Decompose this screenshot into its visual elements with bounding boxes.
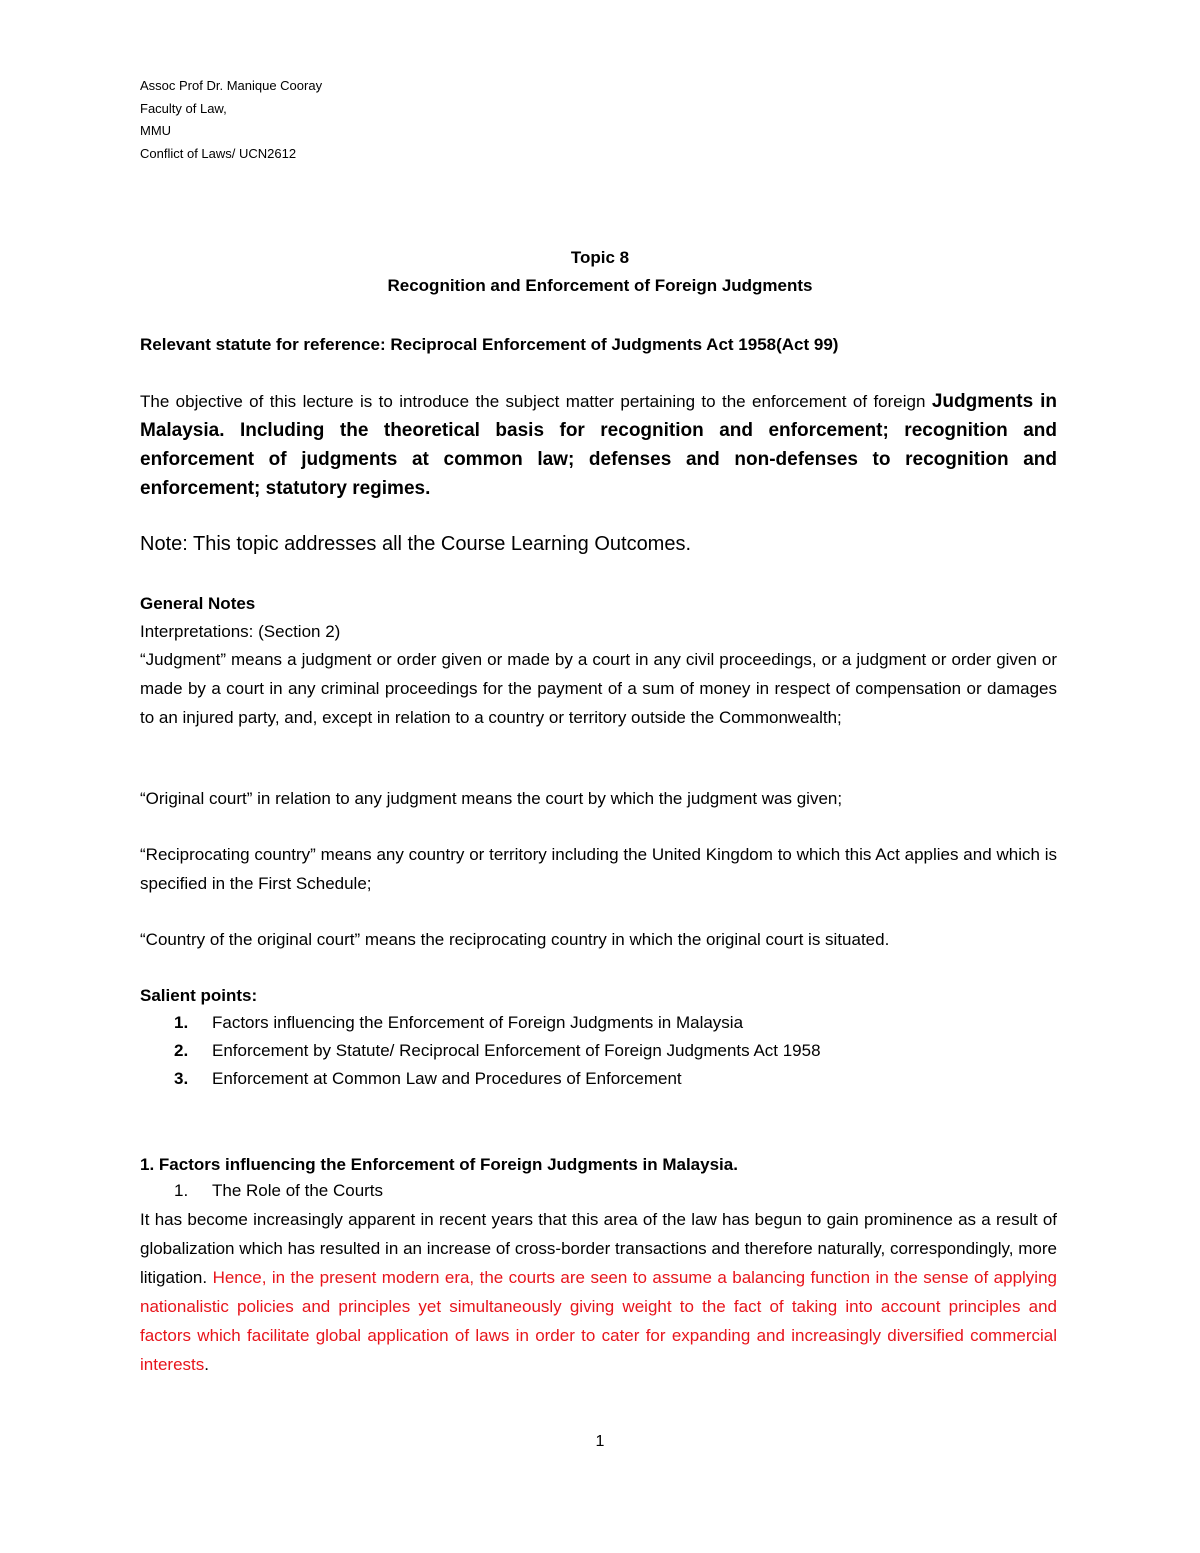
subheading-number: 1. [174,1181,189,1200]
salient-item-text: Enforcement by Statute/ Reciprocal Enforcement of Foreign Judgments Act 1958 [212,1041,821,1060]
topic-title: Recognition and Enforcement of Foreign Judgments [387,276,813,295]
definition-reciprocating-country: “Reciprocating country” means any country or territory including the United Kingdom to which this Act applies and which is specified in the First Schedule; [140,845,1057,893]
salient-item-text: Factors influencing the Enforcement of Foreign Judgments in Malaysia [212,1013,744,1032]
university-line: MMU [140,123,172,138]
salient-item-number: 1. [174,1013,189,1032]
definition-judgment: “Judgment” means a judgment or order given or made by a court in any civil proceedings, or a judgment or order given or made by a court in any criminal proceedings for the payment of a sum of money in respect of compensation or damages to an injured party, and, except in relation to a country or territory outside the Commonwealth; [140,650,1057,727]
topic-number: Topic 8 [570,248,630,267]
salient-item-text: Enforcement at Common Law and Procedures of Enforcement [212,1069,682,1088]
page-number: 1 [595,1433,605,1450]
paragraph-end: . [204,1355,209,1374]
definition-original-court: “Original court” in relation to any judgment means the court by which the judgment was given; [140,789,843,808]
salient-item-number: 3. [174,1069,189,1088]
definition-country-original-court: “Country of the original court” means the reciprocating country in which the original court is situated. [140,930,890,949]
author-line: Assoc Prof Dr. Manique Cooray [140,78,323,93]
course-line: Conflict of Laws/ UCN2612 [140,145,297,161]
objective-bold-text: Judgments in Malaysia. Including the theoretical basis for recognition and enforcement; recognition and enforcement of judgments at common law; defenses and non-defenses to recognition and enforcement; statutory regimes. [140,391,1057,499]
general-notes-heading: General Notes [140,594,256,613]
section1-paragraph [140,1205,1057,1379]
statute-reference: Relevant statute for reference: Reciprocal Enforcement of Judgments Act 1958(Act 99) [140,335,839,354]
salient-points-heading: Salient points: [140,986,258,1005]
paragraph-black-text: It has become increasingly apparent in recent years that this area of the law has begun to gain prominence as a result of globalization which has resulted in an increase of cross-border transactions and therefore naturally, correspondingly, more litigation. [140,1210,1057,1287]
note-line: Note: This topic addresses all the Course Learning Outcomes. [140,533,692,555]
interpretations-label: Interpretations: (Section 2) [140,622,341,641]
salient-item-number: 2. [174,1041,189,1060]
document-header [140,75,322,165]
subheading-text: The Role of the Courts [212,1181,384,1200]
objective-lead: The objective of this lecture is to introduce the subject matter pertaining to the enforcement of foreign [140,392,926,411]
faculty-line: Faculty of Law, [140,100,227,116]
section1-heading: 1. Factors influencing the Enforcement of Foreign Judgments in Malaysia. [140,1155,738,1174]
paragraph-red-text: Hence, in the present modern era, the courts are seen to assume a balancing function in the sense of applying nationalistic policies and principles yet simultaneously giving weight to the fact of taking into account principles and factors which facilitate global application of laws in order to cater for expanding and increasingly diversified commercial interests [140,1268,1057,1374]
objective-paragraph [140,387,1057,503]
